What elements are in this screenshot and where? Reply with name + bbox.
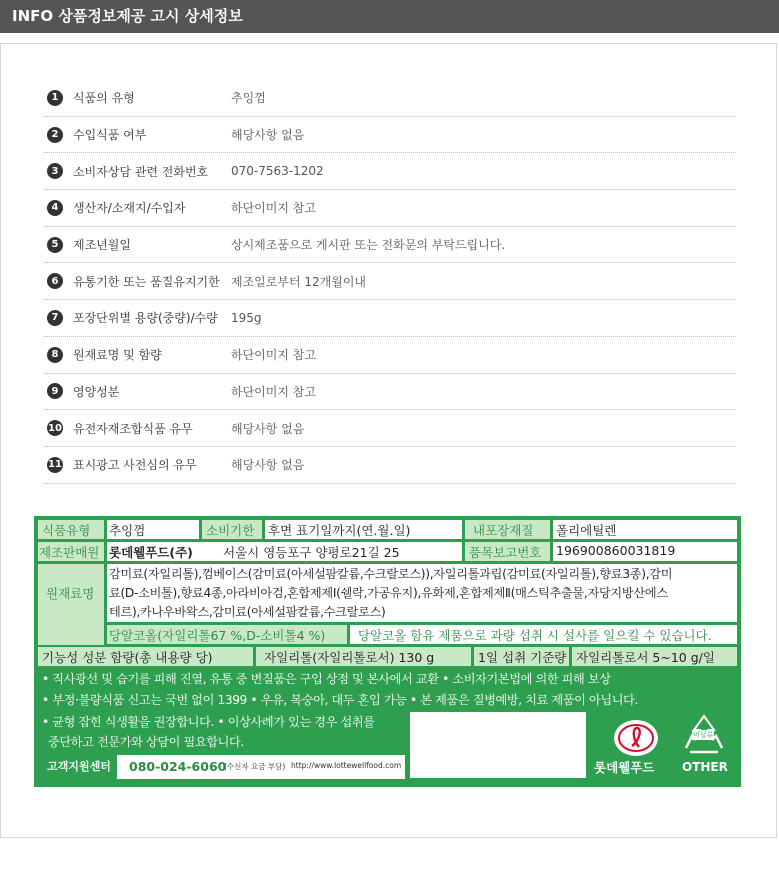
ingredients-label-cell: [38, 564, 104, 645]
expiry: 후면 표기일까지(연.월.일): [268, 523, 411, 538]
ingredients-label: 원재료명: [46, 586, 95, 601]
info-row: [44, 263, 736, 300]
row-label: 포장단위별 용량(중량)/수량: [73, 311, 218, 326]
warning-cell: [350, 625, 737, 644]
note-line-4: 중단하고 전문가와 상담이 필요합니다.: [48, 735, 244, 749]
ingredients-line-3: 테르),카나우바왁스,감미료(아세설팜칼륨,수크랄로스): [109, 605, 386, 619]
info-row: [44, 190, 736, 227]
row-number-badge: 3: [47, 163, 63, 179]
packaging: 폴리에틸렌: [556, 523, 617, 538]
note-line-1: • 직사광선 및 습기를 피해 진열, 유통 중 변질품은 구입 상점 및 본사에서 교환 • 소비자기본법에 의한 피해 보상: [42, 672, 611, 686]
functional-label: 기능성 성분 함량(총 내용량 당): [42, 650, 213, 665]
row-label: 원재료명 및 함량: [73, 348, 162, 363]
expiry-label: 소비기한: [206, 523, 255, 538]
center-url: http://www.lottewellfood.com: [291, 761, 402, 770]
row-value: 제조일로부터 12개월이내: [231, 274, 367, 289]
row-number-badge: 2: [47, 127, 63, 143]
row-number-badge: 10: [47, 420, 63, 436]
center-label: 고객지원센터: [41, 755, 117, 779]
row-value: 하단이미지 참고: [231, 201, 316, 216]
row-value: 추잉껌: [231, 91, 266, 106]
report-label-cell: [465, 542, 550, 561]
center-note: (수신자 요금 부담): [224, 762, 286, 771]
row-label: 식품의 유형: [73, 91, 135, 106]
date-print-area: [410, 712, 586, 778]
customer-center: [41, 755, 405, 779]
report-number: 196900860031819: [556, 543, 676, 558]
row-number-badge: 9: [47, 383, 63, 399]
row-number-badge: 5: [47, 237, 63, 253]
row-value: 하단이미지 참고: [231, 348, 316, 363]
row-value: 해당사항 없음: [231, 128, 305, 143]
info-row: [44, 153, 736, 190]
maker: 롯데웰푸드(주): [109, 545, 193, 560]
food-type-label-cell: [38, 520, 104, 539]
warning: 당알코올 함유 제품으로 과량 섭취 시 설사를 일으킬 수 있습니다.: [358, 628, 712, 643]
row-label: 유전자재조합식품 유무: [73, 421, 193, 436]
sugar-alcohol-cell: [107, 625, 347, 644]
info-row: [44, 374, 736, 411]
maker-label: 제조판매원: [39, 545, 100, 560]
info-row: [44, 117, 736, 154]
info-row: [44, 410, 736, 447]
info-row: [44, 447, 736, 484]
expiry-cell: [265, 520, 462, 539]
sugar-alcohol: 당알코올(자일리톨67 %,D-소비톨4 %): [109, 628, 326, 643]
functional-label-cell: [38, 647, 253, 666]
info-table: [44, 80, 736, 484]
row-number-badge: 6: [47, 273, 63, 289]
brand-name: 롯데웰푸드: [594, 760, 655, 775]
info-row: [44, 80, 736, 117]
row-value: 195g: [231, 310, 262, 325]
packaging-label: 내포장재질: [473, 523, 534, 538]
daily-label-cell: [474, 647, 569, 666]
row-label: 소비자상담 관련 전화번호: [73, 164, 209, 179]
note-line-3: • 균형 잡힌 식생활을 권장합니다. • 이상사례가 있는 경우 섭취를: [42, 715, 375, 729]
maker-label-cell: [38, 542, 104, 561]
expiry-label-cell: [202, 520, 262, 539]
ingredients-line-2: 료(D-소비톨),향료4종,아라비아검,혼합제제Ⅰ(쉘락,가공유지),유화제,혼합제제Ⅱ(매스틱추출물,자당지방산에스: [109, 586, 668, 600]
row-label: 생산자/소재지/수입자: [73, 201, 186, 216]
address: 서울시 영등포구 양평로21길 25: [223, 545, 400, 560]
row-label: 영양성분: [73, 384, 120, 399]
page-header: INFO 상품정보제공 고시 상세정보: [0, 0, 779, 33]
row-value: 하단이미지 참고: [231, 384, 316, 399]
report-label: 품목보고번호: [469, 545, 542, 560]
ingredients-line-1: 감미료(자일리톨),껌베이스(감미료(아세설팜칼륨,수크랄로스)),자일리톨과립(감미료(자일리톨),향료3종),감미: [109, 567, 673, 581]
row-number-badge: 8: [47, 347, 63, 363]
row-label: 수입식품 여부: [73, 128, 147, 143]
info-row: [44, 337, 736, 374]
report-cell: [553, 542, 737, 561]
brand-area: [588, 712, 736, 782]
row-label: 유통기한 또는 품질유지기한: [73, 274, 220, 289]
row-value: 해당사항 없음: [231, 421, 305, 436]
info-row: [44, 300, 736, 337]
food-type-cell: [107, 520, 199, 539]
daily: 자일리톨로서 5~10 g/일: [576, 650, 715, 665]
row-label: 제조년월일: [73, 238, 131, 253]
daily-label: 1일 섭취 기준량: [478, 650, 567, 665]
recycle-type: 비닐류: [693, 731, 714, 739]
row-value: 상시제조품으로 게시판 또는 전화문의 부탁드립니다.: [231, 238, 506, 253]
maker-cell: [107, 542, 462, 561]
functional: 자일리톨(자일리톨로서) 130 g: [264, 650, 435, 665]
food-type: 추잉껌: [109, 523, 146, 538]
food-type-label: 식품유형: [42, 523, 91, 538]
row-value: 070-7563-1202: [231, 164, 324, 179]
note-line-2: • 부정·불량식품 신고는 국번 없이 1399 • 우유, 복숭아, 대두 혼입 가능 • 본 제품은 질병예방, 치료 제품이 아닙니다.: [42, 693, 638, 707]
ingredients-cell: [107, 564, 737, 622]
packaging-cell: [553, 520, 737, 539]
daily-cell: [572, 647, 737, 666]
row-number-badge: 7: [47, 310, 63, 326]
row-number-badge: 11: [47, 457, 63, 473]
functional-cell: [256, 647, 471, 666]
row-label: 표시광고 사전심의 유무: [73, 458, 197, 473]
center-phone: 080-024-6060: [129, 759, 227, 774]
info-row: [44, 227, 736, 264]
packaging-label-cell: [465, 520, 550, 539]
row-number-badge: 4: [47, 200, 63, 216]
recycle-label: OTHER: [682, 760, 728, 774]
row-value: 해당사항 없음: [231, 458, 305, 473]
row-number-badge: 1: [47, 90, 63, 106]
